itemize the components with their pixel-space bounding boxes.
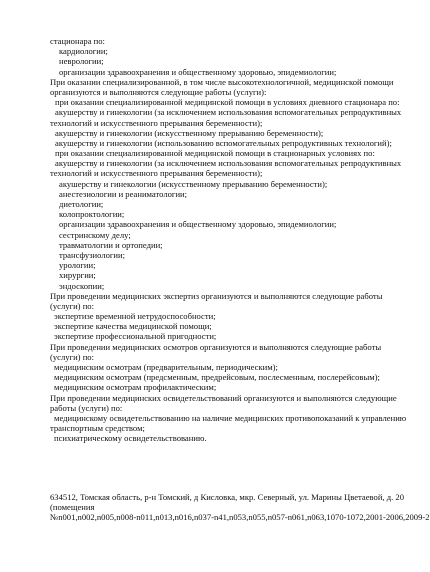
document-line: кардиологии; [59,46,108,57]
document-line: сестринскому делу; [59,229,131,240]
document-line: акушерству и гинекологии (использованию вспомогательных репродуктивных технологий); [55,137,392,148]
document-line: колопроктологии; [59,209,125,220]
document-line: трансфузиологии; [59,249,126,260]
address-line-1: 634512, Томская область, р-н Томский, д Кисловка, мкр. Северный, ул. Марины Цветаевой, д. 20 [50,492,404,502]
address-block [50,492,430,523]
document-line: при оказании специализированной медицинской помощи в условиях дневного стационара по: [55,97,400,108]
document-line: организации здравоохранения и общественному здоровью, эпидемиологии; [59,219,337,230]
document-line: транспортным средством; [50,423,145,434]
document-line: неврологии; [59,56,104,67]
document-line: При проведении медицинских освидетельствований организуются и выполняются следующие [50,392,397,403]
document-line: медицинским осмотрам профилактическим; [54,382,217,393]
document-line: медицинским осмотрам (предсменным, предрейсовым, послесменным, послерейсовым); [54,372,380,383]
license-text [50,36,422,444]
document-line: технологий и искусственного прерывания беременности); [50,117,263,128]
document-line: диетологии; [59,199,104,209]
document-line: акушерству и гинекологии (искусственному прерыванию беременности); [59,178,328,189]
document-line: анестезиологии и реаниматологии; [59,188,188,199]
document-line: организуются и выполняются следующие работы (услуги): [50,86,267,97]
document-line: экспертизе профессиональной пригодности; [54,331,217,342]
document-line: стационара по: [50,36,105,46]
address-line-2: (помещения [50,502,95,513]
document-line: травматологии и ортопедии; [59,239,163,250]
document-line: акушерству и гинекологии (за исключением использования вспомогательных репродуктивных [55,158,402,169]
document-line: хирургии; [59,270,96,281]
document-line: экспертизе временной нетрудоспособности; [54,311,216,322]
document-line: При проведении медицинских осмотров организуются и выполняются следующие работы [50,341,382,352]
document-line: экспертизе качества медицинской помощи; [54,321,212,332]
document-line: акушерству и гинекологии (искусственному прерыванию беременности); [55,127,324,138]
document-line: технологий и искусственного прерывания беременности); [50,168,263,179]
document-line: (услуги) по: [50,351,94,362]
document-line: При оказании специализированной, в том числе высокотехнологичной, медицинской помощи [50,76,394,87]
document-line: урологии; [59,260,96,271]
document-line: медицинским осмотрам (предварительным, периодическим); [54,362,278,372]
document-line: эндоскопии; [59,280,105,291]
document-line: организации здравоохранения и общественному здоровью, эпидемиологии; [59,66,337,77]
document-line: акушерству и гинекологии (за исключением использования вспомогательных репродуктивных [55,107,402,118]
document-line: (услуги) по: [50,300,94,311]
document-line: психиатрическому освидетельствованию. [54,433,207,444]
document-line: При проведении медицинских экспертиз организуются и выполняются следующие работы [50,290,383,301]
document-line: работы (услуги) по: [50,402,123,413]
address-line-3: №n001,n002,n005,n008-n011,n013,n016,n037-n41,n053,n055,n057-n061,n063,1070-1072,2001-2006,2009-2 [50,512,430,523]
document-line: медицинскому освидетельствованию на наличие медицинских противопоказаний к управлению [54,412,407,423]
document-line: при оказании специализированной медицинской помощи в стационарных условиях по: [55,148,375,159]
